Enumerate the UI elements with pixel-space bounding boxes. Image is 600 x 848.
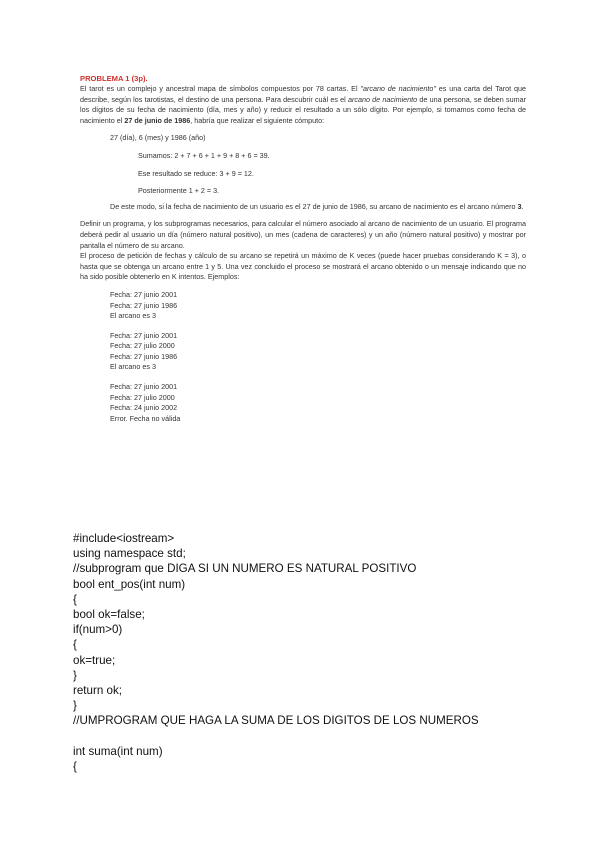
- example-line: Fecha: 27 junio 2001: [110, 382, 178, 392]
- example-line: Fecha: 27 junio 1986: [110, 351, 178, 361]
- source-code: [73, 531, 543, 774]
- sumamos-line: Sumamos: 2 + 7 + 6 + 1 + 9 + 8 + 6 = 39.: [138, 150, 270, 160]
- example-line: Error. Fecha no válida: [110, 413, 181, 423]
- code-line: [73, 728, 543, 743]
- example-group: [80, 290, 526, 322]
- example-group: [80, 382, 526, 424]
- conclusion-paragraph: De este modo, si la fecha de nacimiento de un usuario es el 27 de junio de 1986, su arcano de nacimiento es el arcano número 3.: [110, 201, 524, 211]
- example-line: Fecha: 24 junio 2002: [110, 403, 178, 413]
- code-line: }: [73, 699, 77, 713]
- code-line: using namespace std;: [73, 547, 186, 561]
- code-line: bool ok=false;: [73, 607, 145, 621]
- example-line: Fecha: 27 julio 2000: [110, 392, 175, 402]
- proceso-paragraph: El proceso de petición de fechas y cálculo de su arcano se repetirá un máximo de K veces (puede hacer pruebas considerando K = 3), o hasta que se obtenga un arcano entre 1 y 5. Una vez concluido el proceso se mostrará el arcano obtenido o un mensaje indicando que no ha sido posible obtenerlo en K intentos. Ejemplos:: [80, 251, 526, 282]
- problem-title: PROBLEMA 1 (3p).: [80, 74, 148, 83]
- problem-statement: [80, 73, 526, 424]
- examples-block: [80, 290, 526, 425]
- posteriormente-line: Posteriormente 1 + 2 = 3.: [138, 186, 220, 196]
- code-line: {: [73, 759, 77, 773]
- code-line: return ok;: [73, 683, 122, 697]
- code-line: }: [73, 668, 77, 682]
- definir-paragraph: Definir un programa, y los subprogramas necesarios, para calcular el número asociado al arcano de nacimiento de un usuario. El programa deberá pedir al usuario un día (número natural positivo), un mes (cadena de caracteres) y un año (número natural positivo) y mostrar por pantalla el número de su arcano.: [80, 219, 526, 250]
- code-line: //subprogram que DIGA SI UN NUMERO ES NATURAL POSITIVO: [73, 562, 417, 576]
- code-line: if(num>0): [73, 623, 123, 637]
- example-line: El arcano es 3: [110, 311, 156, 321]
- computo-line: 27 (día), 6 (mes) y 1986 (año): [110, 133, 206, 143]
- intro-paragraph: El tarot es un complejo y ancestral mapa de símbolos compuestos por 78 cartas. El "arcano de nacimiento" es una carta del Tarot que describe, según los tarotistas, el destino de una persona. Para descubrir cuál es el arcano de nacimiento de una persona, se deben sumar los dígitos de su fecha de nacimiento (día, mes y año) y reducir el resultado a un sólo dígito. Por ejemplo, si tomamos como fecha de nacimiento el 27 de junio de 1986, habría que realizar el siguiente cómputo:: [80, 84, 527, 125]
- code-line: ok=true;: [73, 653, 116, 667]
- example-line: Fecha: 27 junio 2001: [110, 330, 178, 340]
- example-group: [80, 331, 526, 373]
- code-line: {: [73, 638, 77, 652]
- example-line: Fecha: 27 junio 1986: [110, 300, 178, 310]
- example-line: Fecha: 27 julio 2000: [110, 341, 175, 351]
- example-line: Fecha: 27 junio 2001: [110, 289, 178, 299]
- reduce-line: Ese resultado se reduce: 3 + 9 = 12.: [138, 168, 254, 178]
- code-line: bool ent_pos(int num): [73, 577, 186, 591]
- example-line: El arcano es 3: [110, 362, 156, 372]
- code-line: //UMPROGRAM QUE HAGA LA SUMA DE LOS DIGITOS DE LOS NUMEROS: [73, 714, 479, 728]
- code-line: {: [73, 592, 77, 606]
- code-line: #include<iostream>: [73, 532, 175, 545]
- code-line: int suma(int num): [73, 744, 163, 758]
